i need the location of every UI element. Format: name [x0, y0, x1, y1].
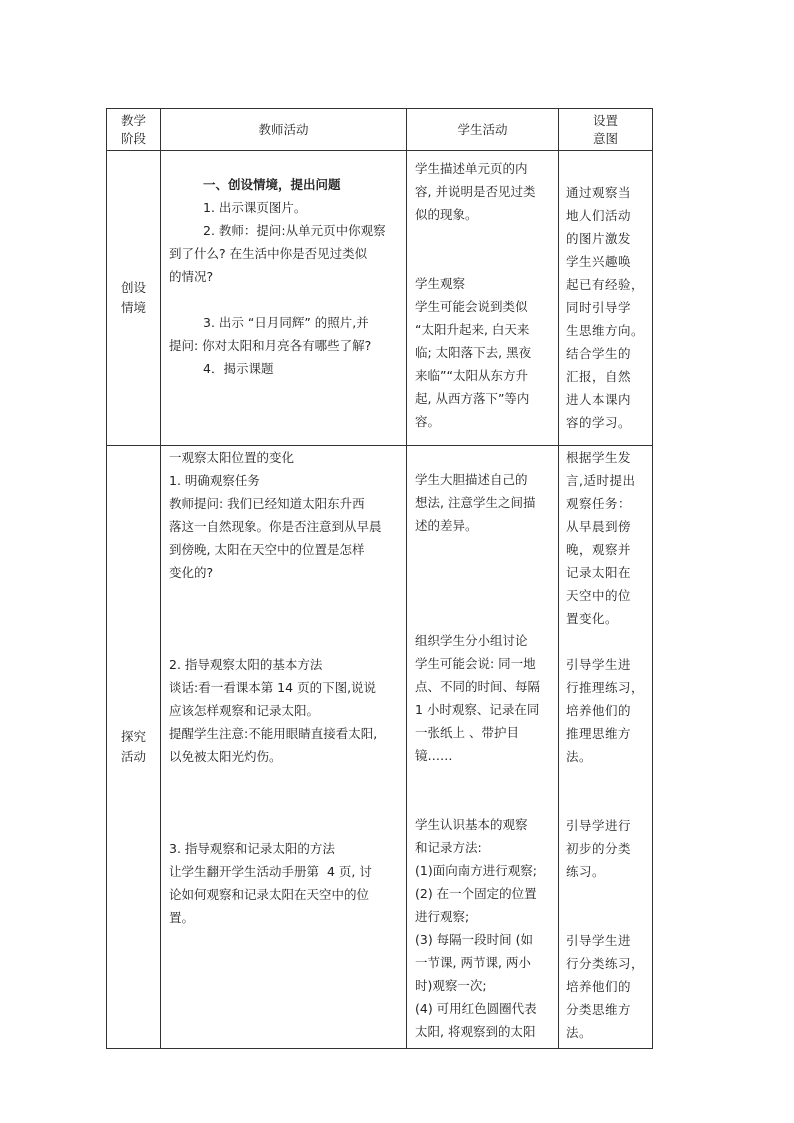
table-row-inquiry — [107, 446, 653, 1049]
header-purpose: 设置 意图 — [559, 109, 653, 151]
header-stage: 教学 阶段 — [107, 109, 161, 151]
student-cell-situation: 学生描述单元页的内 容, 并说明是否见过类 似的现象。 学生观察 学生可能会说到类似 “太阳升起来, 白天来 临; 太阳落下去, 黑夜 来临”“太阳从东方升 起, 从西方落下”等内 容。 — [407, 151, 559, 446]
purpose-cell-inquiry: 根据学生发 言,适时提出 观察任务： 从早晨到傍 晚，观察并 记录太阳在 天空中的位 置变化。 引导学生进 行推理练习， 培养他们的 推理思维方 法。 引导学进行 初步的分类 练习。 引导学生进 行分类练习， 培养他们的 分类思维方 法。 — [559, 446, 653, 1049]
student-cell-inquiry: 学生大胆描述自己的 想法, 注意学生之间描 述的差异。 组织学生分小组讨论 学生可能会说: 同一地 点、不同的时间、每隔 1 小时观察、记录在同 一张纸上 、带护目 镜…… 学生认识基本的观察 和记录方法: (1)面向南方进行观察; (2) 在一个固定的位置 进行观察; (3) 每隔一段时间 (如 一节课, 两节课, 两小 时)观察一次; (4) 可用红色圆圈代表 太阳, 将观察到的太阳 — [407, 446, 559, 1049]
teacher-cell-inquiry: 一观察太阳位置的变化 1. 明确观察任务 教师提问: 我们已经知道太阳东升西 落这一自然现象。你是否注意到从早晨 到傍晚, 太阳在天空中的位置是怎样 变化的? 2. 指导观察太阳的基本方法 谈话:看一看课本第 14 页的下图,说说 应该怎样观察和记录太阳。 提醒学生注意:不能用眼睛直接看太阳, 以免被太阳光灼伤。 3. 指导观察和记录太阳的方法 让学生翻开学生活动手册第 4 页, 讨 论如何观察和记录太阳在天空中的位 置。 — [161, 446, 407, 1049]
table-row-situation — [107, 151, 653, 446]
stage-cell-situation: 创设 情境 — [107, 151, 161, 446]
stage-cell-inquiry: 探究 活动 — [107, 446, 161, 1049]
table-header-row — [107, 109, 653, 151]
header-student: 学生活动 — [407, 109, 559, 151]
section-title: 一、创设情境，提出问题 — [203, 177, 341, 192]
teacher-cell-situation: 一、创设情境，提出问题 1. 出示课页图片。 2. 教师：提问:从单元页中你观察 到了什么? 在生活中你是否见过类似 的情况? 3. 出示 “日月同辉” 的照片,并 提问: 你对太阳和月亮各有哪些了解? 4．揭示课题 — [161, 151, 407, 446]
header-teacher: 教师活动 — [161, 109, 407, 151]
purpose-cell-situation: 通过观察当 地人们活动 的图片激发 学生兴趣唤 起已有经验， 同时引导学 生思维方向。 结合学生的 汇报，自然 进人本课内 容的学习。 — [559, 151, 653, 446]
lesson-plan-table — [106, 108, 653, 1049]
